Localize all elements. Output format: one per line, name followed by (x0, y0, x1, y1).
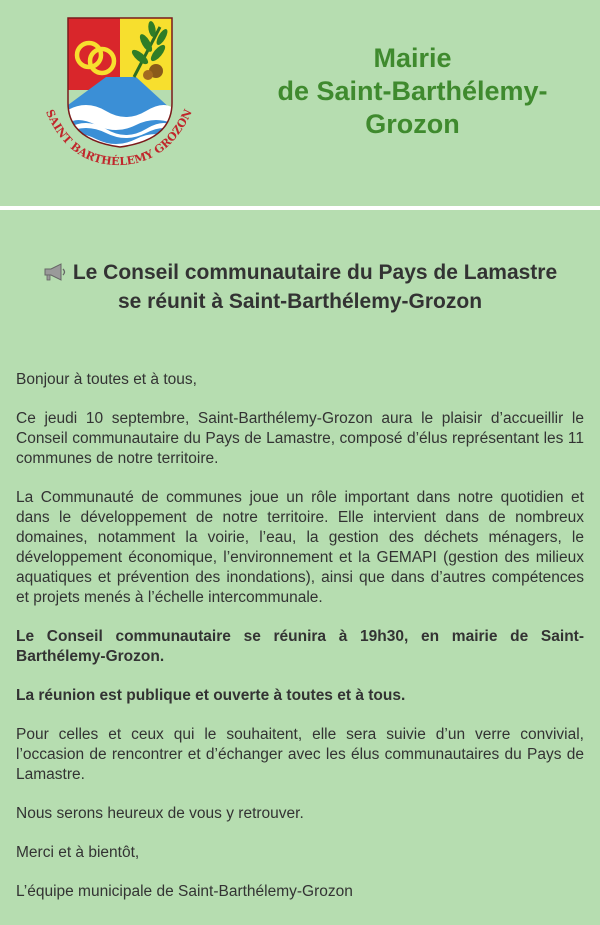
paragraph-announcement: Ce jeudi 10 septembre, Saint-Barthélemy-Grozon aura le plaisir d’accueillir le Conseil communautaire du Pays de Lamastre, composé d’élus représentant les 11 communes de notre territoire. (16, 410, 584, 467)
town-hall-heading (255, 42, 570, 141)
header-divider (0, 206, 600, 210)
coat-of-arms-logo (36, 15, 201, 175)
title-line-1: Le Conseil communautaire du Pays de Lamastre (20, 258, 580, 287)
title-line-2: se réunit à Saint-Barthélemy-Grozon (117, 290, 483, 313)
town-hall-line-2: de Saint-Barthélemy- (277, 76, 548, 106)
crest-label: SAINT BARTHÉLEMY GROZON (43, 107, 195, 169)
article-title (20, 258, 580, 316)
paragraph-welcome: Nous serons heureux de vous y retrouver. (16, 805, 304, 822)
paragraph-public-meeting: La réunion est publique et ouverte à toutes et à tous. (16, 687, 406, 704)
megaphone-icon (43, 263, 67, 281)
signature: L’équipe municipale de Saint-Barthélemy-Grozon (16, 883, 353, 900)
town-hall-line-1: Mairie (373, 43, 452, 73)
paragraph-reception: Pour celles et ceux qui le souhaitent, elle sera suivie d’un verre convivial, l’occasion de rencontrer et d’échanger avec les élus communautaires du Pays de Lamastre. (16, 726, 584, 783)
page-header (0, 0, 600, 205)
greeting-paragraph: Bonjour à toutes et à tous, (16, 371, 197, 388)
paragraph-meeting-time: Le Conseil communautaire se réunira à 19h30, en mairie de Saint-Barthélemy-Grozon. (16, 628, 584, 665)
paragraph-community-role: La Communauté de communes joue un rôle important dans notre quotidien et dans le développement de notre territoire. Elle intervient dans de nombreux domaines, notamment la voirie, l’eau, la gestion des déchets ménagers, le développement économique, l’environnement et la GEMAPI (gestion des milieux aquatiques et prévention des inondations), ainsi que dans d’autres compétences et projets menés à l’échelle intercommunale. (16, 489, 584, 606)
paragraph-thanks: Merci et à bientôt, (16, 844, 140, 861)
article-body (16, 370, 584, 921)
town-hall-line-3: Grozon (365, 109, 460, 139)
